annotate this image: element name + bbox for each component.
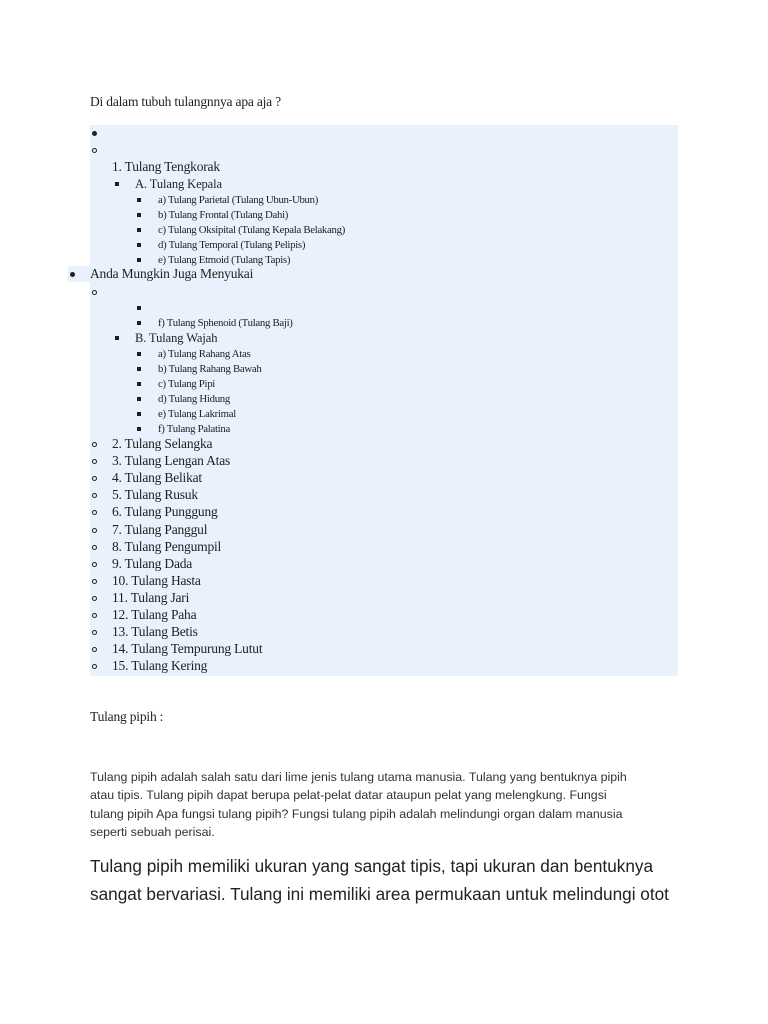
list-item-text: d) Tulang Hidung	[158, 393, 230, 405]
list-item-text: 8. Tulang Pengumpil	[112, 539, 222, 554]
circle-bullet-icon	[92, 579, 97, 584]
list-item-text: B. Tulang Wajah	[135, 331, 218, 345]
list-item-text: e) Tulang Etmoid (Tulang Tapis)	[158, 254, 291, 266]
list-item-text: Anda Mungkin Juga Menyukai	[90, 266, 254, 281]
list-item-text: f) Tulang Palatina	[158, 423, 230, 435]
disc-bullet-icon	[70, 272, 75, 277]
circle-bullet-icon	[92, 596, 97, 601]
circle-bullet-icon	[92, 562, 97, 567]
list-item-text: 3. Tulang Lengan Atas	[112, 453, 231, 468]
circle-bullet-icon	[92, 664, 97, 669]
circle-bullet-icon	[92, 510, 97, 515]
list-item-text: c) Tulang Oksipital (Tulang Kepala Belakang)	[158, 224, 346, 236]
square-bullet-icon	[137, 427, 141, 431]
square-bullet-icon	[137, 352, 141, 356]
square-bullet-icon	[137, 228, 141, 232]
square-bullet-icon	[137, 213, 141, 217]
large-paragraph-line: Tulang pipih memiliki ukuran yang sangat tipis, tapi ukuran dan bentuknya	[90, 856, 654, 876]
square-bullet-icon	[137, 243, 141, 247]
list-item-text: a) Tulang Rahang Atas	[158, 348, 251, 360]
flat-bone-paragraph	[90, 768, 680, 842]
square-bullet-icon	[115, 182, 119, 186]
question-text: Di dalam tubuh tulangnnya apa aja ?	[90, 94, 281, 109]
square-bullet-icon	[137, 367, 141, 371]
paragraph-line: Tulang pipih adalah salah satu dari lime jenis tulang utama manusia. Tulang yang bentuknya pipih	[90, 770, 627, 784]
list-item-text: 12. Tulang Paha	[112, 607, 197, 622]
list-item-text: A. Tulang Kepala	[135, 177, 222, 191]
list-item-text: 5. Tulang Rusuk	[112, 487, 198, 502]
circle-bullet-icon	[92, 148, 97, 153]
list-item-text: 6. Tulang Punggung	[112, 504, 218, 519]
circle-bullet-icon	[92, 647, 97, 652]
circle-bullet-icon	[92, 290, 97, 295]
flat-bone-large-paragraph	[90, 852, 690, 908]
list-item-text: 1. Tulang Tengkorak	[112, 159, 220, 174]
list-item-text: b) Tulang Frontal (Tulang Dahi)	[158, 209, 289, 221]
list-item-text: b) Tulang Rahang Bawah	[158, 363, 262, 375]
list-item-text: 7. Tulang Panggul	[112, 522, 208, 537]
square-bullet-icon	[137, 306, 141, 310]
square-bullet-icon	[137, 412, 141, 416]
circle-bullet-icon	[92, 528, 97, 533]
circle-bullet-icon	[92, 459, 97, 464]
circle-bullet-icon	[92, 493, 97, 498]
square-bullet-icon	[137, 258, 141, 262]
circle-bullet-icon	[92, 442, 97, 447]
list-item-text: 11. Tulang Jari	[112, 590, 190, 605]
square-bullet-icon	[137, 321, 141, 325]
paragraph-line: tulang pipih Apa fungsi tulang pipih? Fungsi tulang pipih adalah melindungi organ dalam manusia	[90, 806, 623, 821]
disc-bullet-icon	[92, 131, 97, 136]
list-item-text: 2. Tulang Selangka	[112, 436, 213, 451]
square-bullet-icon	[137, 382, 141, 386]
circle-bullet-icon	[92, 545, 97, 550]
list-item-text: 14. Tulang Tempurung Lutut	[112, 641, 263, 656]
list-item-text: 4. Tulang Belikat	[112, 470, 202, 485]
circle-bullet-icon	[92, 476, 97, 481]
square-bullet-icon	[137, 397, 141, 401]
list-item-text: a) Tulang Parietal (Tulang Ubun-Ubun)	[158, 194, 319, 206]
list-item-text: c) Tulang Pipi	[158, 378, 215, 390]
flat-bone-heading: Tulang pipih :	[90, 709, 164, 724]
list-item-text: e) Tulang Lakrimal	[158, 408, 236, 420]
list-item-text: d) Tulang Temporal (Tulang Pelipis)	[158, 239, 306, 251]
square-bullet-icon	[137, 198, 141, 202]
list-item-text: 15. Tulang Kering	[112, 658, 208, 673]
square-bullet-icon	[115, 336, 119, 340]
paragraph-line: seperti sebuah perisai.	[90, 825, 215, 840]
list-item-text: 13. Tulang Betis	[112, 624, 198, 639]
circle-bullet-icon	[92, 613, 97, 618]
list-item-text: 10. Tulang Hasta	[112, 573, 201, 588]
large-paragraph-line: sangat bervariasi. Tulang ini memiliki area permukaan untuk melindungi otot	[90, 884, 669, 904]
list-item-text: 9. Tulang Dada	[112, 556, 193, 571]
circle-bullet-icon	[92, 630, 97, 635]
list-item-text: f) Tulang Sphenoid (Tulang Baji)	[158, 317, 293, 329]
paragraph-line: atau tipis. Tulang pipih dapat berupa pelat-pelat datar ataupun pelat yang melengkung. Fungsi	[90, 788, 607, 803]
